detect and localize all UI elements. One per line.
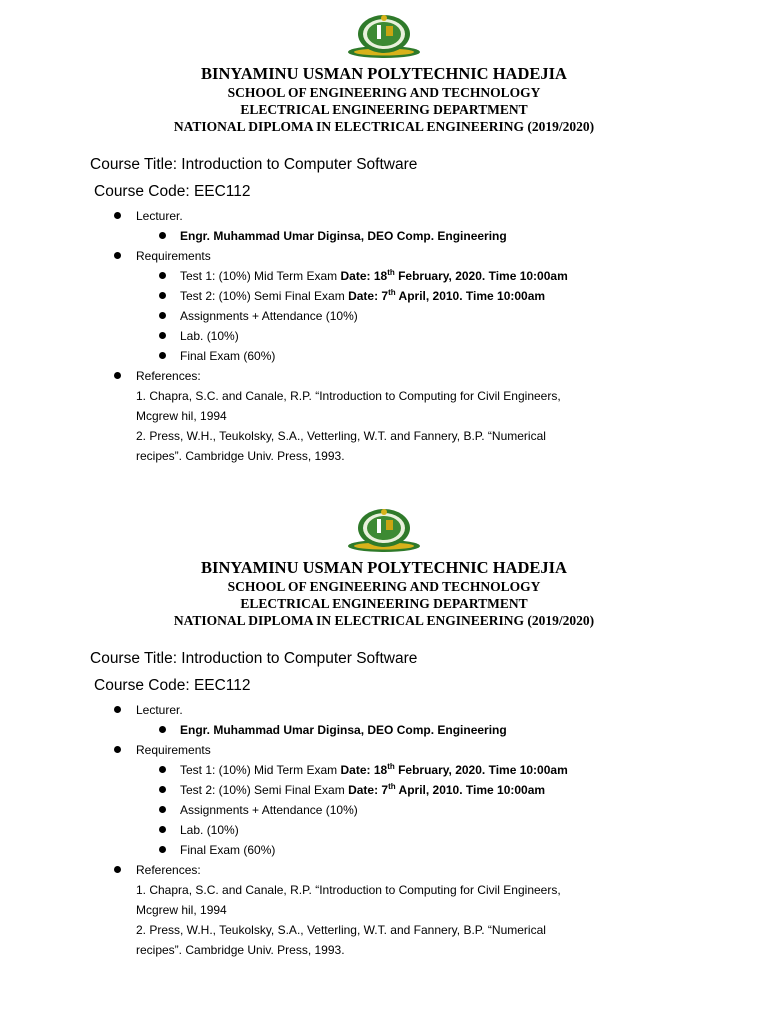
department-name: ELECTRICAL ENGINEERING DEPARTMENT xyxy=(240,102,528,117)
polytechnic-logo-icon xyxy=(344,12,424,60)
test2-prefix: Test 2: (10%) Semi Final Exam xyxy=(180,289,349,303)
requirement-test1 xyxy=(0,266,768,286)
course-outline-block xyxy=(0,506,768,960)
requirement-lab: Lab. (10%) xyxy=(0,326,768,346)
references-label: References: xyxy=(0,860,768,880)
institution-name: BINYAMINU USMAN POLYTECHNIC HADEJIA xyxy=(201,64,567,83)
institution-name: BINYAMINU USMAN POLYTECHNIC HADEJIA xyxy=(201,558,567,577)
test2-date-rest: April, 2010. Time 10:00am xyxy=(395,783,546,797)
polytechnic-logo-icon xyxy=(344,506,424,554)
course-code: Course Code: EEC112 xyxy=(94,677,251,694)
requirement-final-exam: Final Exam (60%) xyxy=(0,840,768,860)
lecturer-label: Lecturer. xyxy=(0,700,768,720)
test2-date-rest: April, 2010. Time 10:00am xyxy=(395,289,546,303)
test1-date-suffix: th xyxy=(387,268,395,277)
test1-date: Date: 18 xyxy=(340,763,388,777)
requirement-assignments: Assignments + Attendance (10%) xyxy=(0,800,768,820)
requirement-test1 xyxy=(0,760,768,780)
requirements-label: Requirements xyxy=(0,246,768,266)
reference-item-1: 1. Chapra, S.C. and Canale, R.P. “Introduction to Computing for Civil Engineers, Mcgrew hil, 1994 xyxy=(136,883,561,917)
requirement-final-exam: Final Exam (60%) xyxy=(0,346,768,366)
school-name: SCHOOL OF ENGINEERING AND TECHNOLOGY xyxy=(227,579,541,594)
test2-date-suffix: th xyxy=(388,288,396,297)
test1-prefix: Test 1: (10%) Mid Term Exam xyxy=(180,269,341,283)
test1-date-suffix: th xyxy=(387,762,395,771)
test1-prefix: Test 1: (10%) Mid Term Exam xyxy=(180,763,341,777)
test2-date: Date: 7 xyxy=(348,289,389,303)
requirements-label: Requirements xyxy=(0,740,768,760)
reference-item-1: 1. Chapra, S.C. and Canale, R.P. “Introduction to Computing for Civil Engineers, Mcgrew hil, 1994 xyxy=(136,389,561,423)
department-name: ELECTRICAL ENGINEERING DEPARTMENT xyxy=(240,596,528,611)
program-name: NATIONAL DIPLOMA IN ELECTRICAL ENGINEERING (2019/2020) xyxy=(173,613,595,628)
reference-item-2: 2. Press, W.H., Teukolsky, S.A., Vetterling, W.T. and Fannery, B.P. “Numerical recipes”. Cambridge Univ. Press, 1993. xyxy=(136,429,546,463)
course-title: Course Title: Introduction to Computer Software xyxy=(90,156,418,173)
course-outline-block xyxy=(0,12,768,466)
requirement-test2 xyxy=(0,286,768,306)
requirement-test2 xyxy=(0,780,768,800)
lecturer-label: Lecturer. xyxy=(0,206,768,226)
test1-date-rest: February, 2020. Time 10:00am xyxy=(394,763,568,777)
test1-date-rest: February, 2020. Time 10:00am xyxy=(394,269,568,283)
school-name: SCHOOL OF ENGINEERING AND TECHNOLOGY xyxy=(227,85,541,100)
test2-prefix: Test 2: (10%) Semi Final Exam xyxy=(180,783,349,797)
test1-date: Date: 18 xyxy=(340,269,388,283)
test2-date: Date: 7 xyxy=(348,783,389,797)
references-label: References: xyxy=(0,366,768,386)
lecturer-name: Engr. Muhammad Umar Diginsa, DEO Comp. Engineering xyxy=(0,226,768,246)
course-title: Course Title: Introduction to Computer Software xyxy=(90,650,418,667)
reference-item-2: 2. Press, W.H., Teukolsky, S.A., Vetterling, W.T. and Fannery, B.P. “Numerical recipes”. Cambridge Univ. Press, 1993. xyxy=(136,923,546,957)
lecturer-name: Engr. Muhammad Umar Diginsa, DEO Comp. Engineering xyxy=(0,720,768,740)
test2-date-suffix: th xyxy=(388,782,396,791)
course-code: Course Code: EEC112 xyxy=(94,183,251,200)
requirement-lab: Lab. (10%) xyxy=(0,820,768,840)
program-name: NATIONAL DIPLOMA IN ELECTRICAL ENGINEERING (2019/2020) xyxy=(173,119,595,134)
requirement-assignments: Assignments + Attendance (10%) xyxy=(0,306,768,326)
